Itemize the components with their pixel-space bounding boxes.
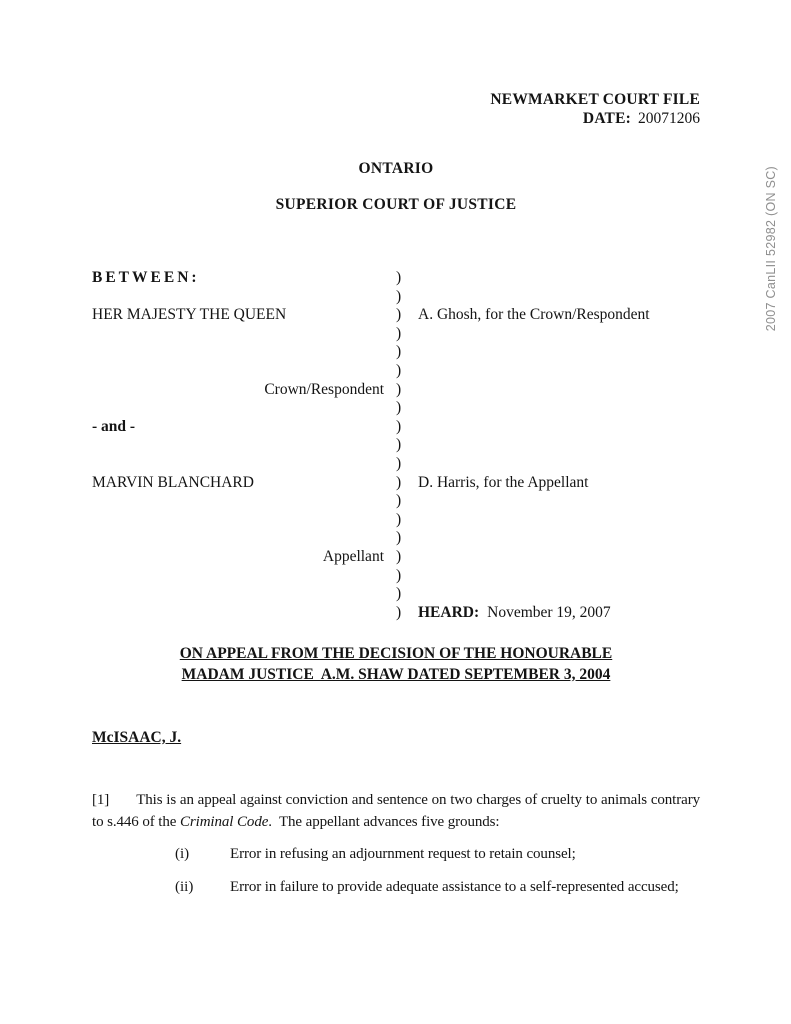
paragraph-text-after: . The appellant advances five grounds:: [268, 814, 500, 830]
between-label: BETWEEN:: [92, 269, 200, 286]
ground-item: [92, 843, 700, 865]
appeal-heading: [92, 643, 700, 685]
ground-marker: (i): [175, 846, 190, 862]
court-name-heading: SUPERIOR COURT OF JUSTICE: [275, 196, 517, 213]
caption-row: [92, 585, 700, 604]
ground-text: Error in failure to provide adequate assistance to a self-represented accused;: [230, 879, 679, 895]
caption-paren: ): [396, 547, 402, 565]
respondent-party-name: HER MAJESTY THE QUEEN: [92, 306, 287, 324]
ground-text: Error in refusing an adjournment request to retain counsel;: [230, 846, 576, 862]
ground-marker: (ii): [175, 879, 194, 895]
heard-line: [414, 604, 700, 623]
caption-row: [92, 343, 700, 362]
caption-row: [92, 288, 700, 307]
respondent-counsel: A. Ghosh, for the Crown/Respondent: [418, 306, 650, 324]
caption-row: [92, 474, 700, 493]
paragraph-number: [1]: [92, 792, 110, 808]
province-heading: ONTARIO: [358, 160, 434, 177]
caption-paren: ): [396, 361, 402, 379]
caption-row: [92, 604, 700, 623]
canlii-citation-watermark: 2007 CanLII 52982 (ON SC): [764, 166, 778, 332]
respondent-role-label: Crown/Respondent: [264, 380, 384, 398]
caption-row: [92, 418, 700, 437]
caption-paren: ): [396, 603, 402, 621]
caption-paren: ): [396, 473, 402, 491]
appellant-party-name: MARVIN BLANCHARD: [92, 473, 254, 491]
caption-row: [92, 325, 700, 344]
caption-paren: ): [396, 306, 402, 324]
appeal-heading-line1: ON APPEAL FROM THE DECISION OF THE HONOURABLE: [179, 645, 613, 662]
caption-paren: ): [396, 287, 402, 305]
caption-row: [92, 269, 700, 288]
court-file-date-line: [490, 110, 700, 129]
caption-paren: ): [396, 436, 402, 454]
heard-date: November 19, 2007: [487, 603, 611, 621]
court-file-title: NEWMARKET COURT FILE: [490, 91, 700, 108]
caption-row: [92, 511, 700, 530]
caption-paren: ): [396, 585, 402, 603]
grounds-list: [92, 843, 700, 909]
statute-name: Criminal Code: [179, 814, 269, 830]
caption-row: [92, 529, 700, 548]
heard-label: HEARD:: [418, 603, 480, 621]
and-separator: - and -: [92, 417, 136, 435]
date-label: DATE:: [582, 109, 631, 127]
caption-row: [92, 306, 700, 325]
caption-paren: ): [396, 454, 402, 472]
caption-paren: ): [396, 492, 402, 510]
caption-row: [92, 381, 700, 400]
style-of-cause: [92, 269, 700, 622]
appellant-role-label: Appellant: [322, 547, 384, 565]
caption-row: [92, 362, 700, 381]
caption-paren: ): [396, 510, 402, 528]
judge-heading: McISAAC, J.: [92, 729, 182, 746]
appeal-heading-line2: MADAM JUSTICE A.M. SHAW DATED SEPTEMBER 3, 2004: [181, 666, 611, 683]
caption-paren: ): [396, 399, 402, 417]
court-file-header: [490, 91, 700, 128]
caption-paren: ): [396, 269, 402, 286]
caption-paren: ): [396, 343, 402, 361]
caption-paren: ): [396, 566, 402, 584]
caption-paren: ): [396, 417, 402, 435]
caption-row: [92, 455, 700, 474]
caption-row: [92, 436, 700, 455]
caption-row: [92, 567, 700, 586]
caption-paren: ): [396, 380, 402, 398]
appellant-counsel: D. Harris, for the Appellant: [418, 473, 589, 491]
ground-item: [92, 876, 700, 898]
paragraph-text: This is an appeal against conviction and sentence on two charges of cruelty to animals contrary to s.446 of the: [92, 792, 700, 830]
caption-row: [92, 492, 700, 511]
caption-row: [92, 548, 700, 567]
caption-paren: ): [396, 529, 402, 547]
caption-paren: ): [396, 324, 402, 342]
caption-row: [92, 399, 700, 418]
date-value: 20071206: [638, 109, 700, 127]
paragraph-1: [92, 789, 700, 833]
